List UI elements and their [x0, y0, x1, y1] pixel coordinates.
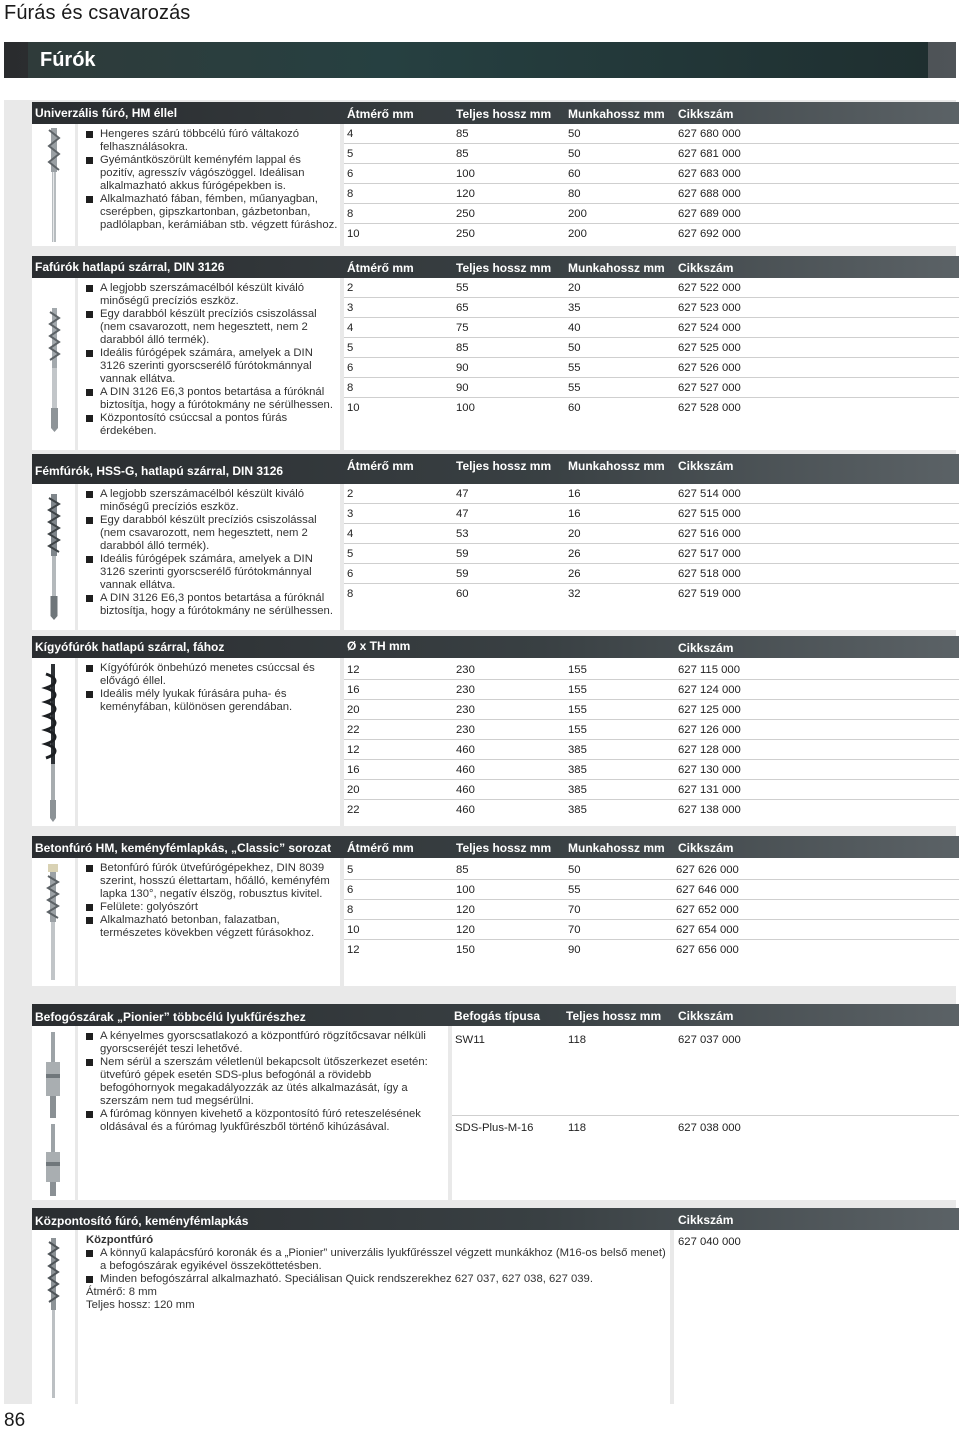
cell-munkahossz: 385 — [568, 804, 587, 816]
cell-teljes-hossz: 460 — [456, 784, 475, 796]
cell-teljes-hossz: 90 — [456, 382, 469, 394]
section-betonfuro — [32, 836, 959, 986]
cell-munkahossz: 35 — [568, 302, 581, 314]
cell-teljes-hossz: 60 — [456, 588, 469, 600]
section-title: Fafúrók hatlapú szárral, DIN 3126 — [35, 260, 225, 274]
product-image — [32, 658, 75, 826]
description — [78, 658, 340, 826]
cell-cikkszam: 627 654 000 — [676, 924, 739, 936]
feature-list — [86, 282, 338, 438]
section-header — [32, 836, 959, 858]
feature-item: A DIN 3126 E6,3 pontos betartása a fúróknál biztosítja, hogy a fúrótokmány ne sérülhessen. — [86, 592, 338, 618]
cell-cikkszam: 627 683 000 — [678, 168, 741, 180]
cell-teljes-hossz: 250 — [456, 228, 475, 240]
table-row — [344, 800, 959, 820]
col-head-munkahossz: Munkahossz mm — [568, 459, 665, 473]
cell-cikkszam: 627 680 000 — [678, 128, 741, 140]
table-row — [344, 900, 959, 920]
col-head-atmero: Átmérő mm — [347, 841, 414, 855]
cell-teljes-hossz: 120 — [456, 924, 475, 936]
cell-atmero: 3 — [347, 508, 354, 520]
cell-cikkszam: 627 515 000 — [678, 508, 741, 520]
cell-cikkszam: 627 528 000 — [678, 402, 741, 414]
table-row — [344, 358, 959, 378]
feature-item: Központosító csúccsal a pontos fúrás érdekében. — [86, 412, 338, 438]
table-row — [344, 660, 959, 680]
feature-item: Kígyófúrók önbehúzó menetes csúccsal és elővágó éllel. — [86, 662, 338, 688]
cell-cikkszam: 627 525 000 — [678, 342, 741, 354]
section-header — [32, 256, 959, 278]
section-befogoszarak — [32, 1004, 959, 1200]
cell-teljes-hossz: 150 — [456, 944, 475, 956]
cell-atmero: 4 — [347, 322, 354, 334]
table-row — [344, 378, 959, 398]
section-kigyofurok — [32, 636, 959, 826]
spec-table — [344, 658, 959, 826]
cell-atmero: 2 — [347, 488, 354, 500]
col-head-atmero: Átmérő mm — [347, 459, 414, 473]
cell-cikkszam: 627 524 000 — [678, 322, 741, 334]
feature-item: Alkalmazható fában, fémben, műanyagban, cserépben, gipszkartonban, gázbetonban, padlólapban, kerámiában stb. végzett fúráshoz. — [86, 193, 338, 232]
cell-munkahossz: 385 — [568, 764, 587, 776]
feature-item: Ideális fúrógépek számára, amelyek a DIN 3126 szerinti gyorscserélő fúrótokmánnyal vannak ellátva. — [86, 553, 338, 592]
cell-munkahossz: 55 — [568, 884, 581, 896]
cell-munkahossz: 40 — [568, 322, 581, 334]
product-image — [32, 1026, 75, 1200]
section-header — [32, 454, 959, 484]
col-head-munkahossz: Munkahossz mm — [568, 261, 665, 275]
cell-teljes-hossz: 230 — [456, 684, 475, 696]
col-head-cikkszam: Cikkszám — [678, 261, 734, 275]
col-head-atmero: Átmérő mm — [347, 261, 414, 275]
description — [78, 1230, 670, 1404]
section-title: Központosító fúró, keményfémlapkás — [35, 1214, 249, 1228]
table-row — [344, 204, 959, 224]
cell-cikkszam: 627 523 000 — [678, 302, 741, 314]
cell-teljes-hossz: 65 — [456, 302, 469, 314]
cell-cikkszam: 627 124 000 — [678, 684, 741, 696]
table-row — [344, 700, 959, 720]
cell-teljes-hossz: 100 — [456, 884, 475, 896]
feature-item: Alkalmazható betonban, falazatban, természetes kövekben végzett fúrásokhoz. — [86, 914, 338, 940]
col-head-befogas-tipusa: Befogás típusa — [454, 1009, 541, 1023]
cell-cikkszam: 627 038 000 — [678, 1122, 741, 1134]
table-row — [344, 164, 959, 184]
spec-table — [344, 278, 959, 450]
cell-teljes-hossz: 53 — [456, 528, 469, 540]
table-row — [344, 860, 959, 880]
cell-teljes-hossz: 85 — [456, 864, 469, 876]
cell-atmero: 2 — [347, 282, 354, 294]
feature-list — [86, 128, 338, 232]
cell-cikkszam: 627 516 000 — [678, 528, 741, 540]
feature-list — [86, 862, 338, 940]
product-image — [32, 1230, 75, 1404]
cell-cikkszam: 627 652 000 — [676, 904, 739, 916]
cell-teljes-hossz: 85 — [456, 148, 469, 160]
cell-teljes-hossz: 100 — [456, 168, 475, 180]
cell-cikkszam: 627 519 000 — [678, 588, 741, 600]
cell-munkahossz: 26 — [568, 548, 581, 560]
cell-munkahossz: 60 — [568, 402, 581, 414]
col-head-atmero: Átmérő mm — [347, 107, 414, 121]
cell-atmero: 22 — [347, 724, 360, 736]
cell-teljes-hossz: 120 — [456, 188, 475, 200]
cell-munkahossz: 155 — [568, 724, 587, 736]
cell-munkahossz: 16 — [568, 508, 581, 520]
cell-cikkszam: 627 681 000 — [678, 148, 741, 160]
cell-atmero: 5 — [347, 864, 354, 876]
col-head-teljes-hossz: Teljes hossz mm — [566, 1009, 662, 1023]
cell-atmero: 12 — [347, 744, 360, 756]
cell-cikkszam: 627 040 000 — [678, 1236, 741, 1248]
cell-atmero: 8 — [347, 382, 354, 394]
section-header — [32, 1004, 959, 1026]
feature-list — [86, 488, 338, 618]
section-kozpontosito-furo — [32, 1208, 959, 1404]
section-univerzalis-furo — [32, 102, 959, 246]
cell-munkahossz: 60 — [568, 168, 581, 180]
col-head-atmero-th: Ø x TH mm — [347, 639, 411, 653]
feature-item: A legjobb szerszámacélból készült kiváló minőségű precíziós eszköz. — [86, 488, 338, 514]
feature-item: Egy darabból készült precíziós csiszolással (nem csavarozott, nem hegesztett, nem 2 darabból álló termék). — [86, 308, 338, 347]
cell-atmero: 12 — [347, 664, 360, 676]
description-block — [86, 1234, 668, 1312]
cell-munkahossz: 32 — [568, 588, 581, 600]
product-image — [32, 858, 75, 986]
table-row — [344, 544, 959, 564]
cell-cikkszam: 627 514 000 — [678, 488, 741, 500]
feature-item: A fúrómag könnyen kivehető a központosító fúró reteszelésének oldásával és a fúrómag lyukfűrészből történő kihúzásával. — [86, 1108, 442, 1134]
spec-table — [344, 858, 959, 986]
cell-cikkszam: 627 527 000 — [678, 382, 741, 394]
drill-bit-icon — [32, 278, 75, 450]
table-row — [344, 524, 959, 544]
cell-teljes-hossz: 460 — [456, 744, 475, 756]
cell-cikkszam: 627 128 000 — [678, 744, 741, 756]
table-row — [344, 780, 959, 800]
cell-atmero: 22 — [347, 804, 360, 816]
product-image — [32, 278, 75, 450]
spec-diameter: Átmérő: 8 mm — [86, 1286, 157, 1298]
table-row — [344, 584, 959, 604]
cell-teljes-hossz: 230 — [456, 724, 475, 736]
table-row — [344, 504, 959, 524]
cell-teljes-hossz: 460 — [456, 804, 475, 816]
cell-munkahossz: 16 — [568, 488, 581, 500]
cell-munkahossz: 155 — [568, 704, 587, 716]
product-heading: Központfúró — [86, 1234, 154, 1246]
cell-atmero: 5 — [347, 548, 354, 560]
cell-atmero: 20 — [347, 784, 360, 796]
cell-atmero: 8 — [347, 904, 354, 916]
cell-cikkszam: 627 517 000 — [678, 548, 741, 560]
cell-cikkszam: 627 518 000 — [678, 568, 741, 580]
section-title: Befogószárak „Pionier” többcélú lyukfűrészhez — [35, 1010, 306, 1024]
drill-bit-icon — [32, 124, 75, 246]
cell-teljes-hossz: 230 — [456, 704, 475, 716]
cell-teljes-hossz: 85 — [456, 342, 469, 354]
cell-munkahossz: 385 — [568, 784, 587, 796]
cell-teljes-hossz: 118 — [568, 1034, 587, 1046]
cell-teljes-hossz: 460 — [456, 764, 475, 776]
description — [78, 124, 340, 246]
cell-munkahossz: 70 — [568, 924, 581, 936]
table-row — [344, 144, 959, 164]
table-row — [344, 940, 959, 960]
section-header — [32, 1208, 959, 1230]
description — [78, 1026, 448, 1200]
cell-befogas-tipusa: SW11 — [455, 1034, 485, 1046]
cell-munkahossz: 50 — [568, 342, 581, 354]
page-banner — [4, 42, 956, 78]
cell-befogas-tipusa: SDS-Plus-M-16 — [455, 1122, 534, 1134]
cell-cikkszam: 627 138 000 — [678, 804, 741, 816]
cell-cikkszam: 627 522 000 — [678, 282, 741, 294]
spec-table — [452, 1026, 959, 1200]
feature-item: A DIN 3126 E6,3 pontos betartása a fúróknál biztosítja, hogy a fúrótokmány ne sérülhessen. — [86, 386, 338, 412]
cell-teljes-hossz: 118 — [568, 1122, 587, 1134]
table-row — [344, 880, 959, 900]
cell-atmero: 16 — [347, 764, 360, 776]
feature-item: Hengeres szárú többcélú fúró váltakozó felhasználásokra. — [86, 128, 338, 154]
table-row — [344, 338, 959, 358]
feature-list — [86, 662, 338, 714]
feature-item: Ideális fúrógépek számára, amelyek a DIN 3126 szerinti gyorscserélő fúrótokmánnyal vannak ellátva. — [86, 347, 338, 386]
product-image — [32, 484, 75, 630]
table-row — [344, 318, 959, 338]
cell-munkahossz: 20 — [568, 282, 581, 294]
cell-teljes-hossz: 230 — [456, 664, 475, 676]
cell-munkahossz: 80 — [568, 188, 581, 200]
cell-atmero: 20 — [347, 704, 360, 716]
cell-atmero: 10 — [347, 228, 360, 240]
cell-atmero: 4 — [347, 128, 354, 140]
cell-teljes-hossz: 47 — [456, 488, 469, 500]
page-title: Fúrás és csavarozás — [4, 2, 191, 24]
feature-item: A legjobb szerszámacélból készült kiváló minőségű precíziós eszköz. — [86, 282, 338, 308]
col-head-cikkszam: Cikkszám — [678, 1009, 734, 1023]
cell-teljes-hossz: 100 — [456, 402, 475, 414]
description — [78, 858, 340, 986]
table-row — [452, 1118, 959, 1158]
table-row — [344, 680, 959, 700]
cell-munkahossz: 20 — [568, 528, 581, 540]
cell-cikkszam: 627 626 000 — [676, 864, 739, 876]
cell-atmero: 12 — [347, 944, 360, 956]
cell-teljes-hossz: 75 — [456, 322, 469, 334]
cell-atmero: 8 — [347, 588, 354, 600]
cell-munkahossz: 50 — [568, 864, 581, 876]
spec-table — [674, 1230, 959, 1404]
cell-cikkszam: 627 126 000 — [678, 724, 741, 736]
feature-item: Ideális mély lyukak fúrására puha- és keményfában, különösen gerendában. — [86, 688, 338, 714]
cell-atmero: 8 — [347, 188, 354, 200]
banner-band — [28, 42, 928, 78]
cell-munkahossz: 26 — [568, 568, 581, 580]
cell-atmero: 6 — [347, 362, 354, 374]
section-title: Kígyófúrók hatlapú szárral, fához — [35, 640, 225, 654]
description — [78, 484, 340, 630]
cell-cikkszam: 627 689 000 — [678, 208, 741, 220]
feature-item: Minden befogószárral alkalmazható. Speciálisan Quick rendszerekhez 627 037, 627 038, 627 039. — [86, 1273, 668, 1286]
drill-bit-icon — [32, 658, 75, 826]
banner-title: Fúrók — [40, 49, 96, 71]
table-row — [344, 564, 959, 584]
table-row — [344, 184, 959, 204]
spec-total-length: Teljes hossz: 120 mm — [86, 1299, 195, 1311]
cell-atmero: 10 — [347, 402, 360, 414]
table-row — [344, 278, 959, 298]
cell-munkahossz: 70 — [568, 904, 581, 916]
cell-atmero: 3 — [347, 302, 354, 314]
cell-atmero: 4 — [347, 528, 354, 540]
cell-cikkszam: 627 646 000 — [676, 884, 739, 896]
table-row — [344, 720, 959, 740]
cell-atmero: 6 — [347, 568, 354, 580]
product-image — [32, 124, 75, 246]
description — [78, 278, 340, 450]
cell-cikkszam: 627 131 000 — [678, 784, 741, 796]
cell-atmero: 5 — [347, 342, 354, 354]
page-number: 86 — [4, 1410, 26, 1429]
cell-atmero: 8 — [347, 208, 354, 220]
section-femfurok — [32, 454, 959, 630]
section-fafurok — [32, 256, 959, 450]
cell-munkahossz: 200 — [568, 228, 587, 240]
section-title: Fémfúrók, HSS-G, hatlapú szárral, DIN 3126 — [35, 464, 284, 478]
feature-list — [86, 1030, 442, 1134]
cell-munkahossz: 385 — [568, 744, 587, 756]
cell-teljes-hossz: 59 — [456, 548, 469, 560]
cell-cikkszam: 627 037 000 — [678, 1034, 741, 1046]
shank-adapter-icon — [32, 1026, 75, 1200]
col-head-cikkszam: Cikkszám — [678, 1213, 734, 1227]
cell-teljes-hossz: 120 — [456, 904, 475, 916]
cell-cikkszam: 627 656 000 — [676, 944, 739, 956]
drill-bit-icon — [32, 484, 75, 630]
feature-item: Betonfúró fúrók ütvefúrógépekhez, DIN 8039 szerint, hosszú élettartam, hőálló, keményfém lapka 130°, negatív élszög, robusztus kivitel. — [86, 862, 338, 901]
cell-cikkszam: 627 692 000 — [678, 228, 741, 240]
cell-atmero: 6 — [347, 168, 354, 180]
spec-table — [344, 484, 959, 630]
cell-teljes-hossz: 250 — [456, 208, 475, 220]
col-head-cikkszam: Cikkszám — [678, 841, 734, 855]
section-title: Univerzális fúró, HM éllel — [35, 106, 178, 120]
table-row — [452, 1030, 959, 1116]
table-row — [344, 740, 959, 760]
cell-teljes-hossz: 47 — [456, 508, 469, 520]
cell-teljes-hossz: 90 — [456, 362, 469, 374]
spec-table — [344, 124, 959, 246]
section-header — [32, 636, 959, 658]
feature-item: Felülete: golyószórt — [86, 901, 338, 914]
cell-teljes-hossz: 55 — [456, 282, 469, 294]
table-row — [344, 298, 959, 318]
cell-cikkszam: 627 125 000 — [678, 704, 741, 716]
drill-bit-icon — [32, 858, 75, 986]
cell-munkahossz: 200 — [568, 208, 587, 220]
col-head-cikkszam: Cikkszám — [678, 107, 734, 121]
cell-atmero: 5 — [347, 148, 354, 160]
cell-munkahossz: 155 — [568, 684, 587, 696]
col-head-munkahossz: Munkahossz mm — [568, 107, 665, 121]
table-row — [344, 760, 959, 780]
col-head-teljes-hossz: Teljes hossz mm — [456, 107, 552, 121]
cell-munkahossz: 55 — [568, 362, 581, 374]
center-drill-icon — [32, 1230, 75, 1404]
cell-munkahossz: 90 — [568, 944, 581, 956]
section-title: Betonfúró HM, keményfémlapkás, „Classic” sorozat — [35, 841, 332, 855]
col-head-cikkszam: Cikkszám — [678, 641, 734, 655]
feature-item: Gyémántköszörült keményfém lappal és pozitív, agresszív vágószöggel. Ideálisan alkalmazható akkus fúrógépekben is. — [86, 154, 338, 193]
cell-cikkszam: 627 688 000 — [678, 188, 741, 200]
cell-munkahossz: 50 — [568, 128, 581, 140]
col-head-teljes-hossz: Teljes hossz mm — [456, 261, 552, 275]
feature-item: A kényelmes gyorscsatlakozó a központfúró rögzítőcsavar nélküli gyorscseréjét teszi lehetővé. — [86, 1030, 442, 1056]
table-row — [344, 398, 959, 418]
cell-munkahossz: 55 — [568, 382, 581, 394]
feature-item: Egy darabból készült precíziós csiszolással (nem csavarozott, nem hegesztett, nem 2 darabból álló termék). — [86, 514, 338, 553]
cell-cikkszam: 627 115 000 — [678, 664, 740, 676]
section-header — [32, 102, 959, 124]
cell-teljes-hossz: 85 — [456, 128, 469, 140]
cell-cikkszam: 627 130 000 — [678, 764, 741, 776]
col-head-cikkszam: Cikkszám — [678, 459, 734, 473]
cell-atmero: 16 — [347, 684, 360, 696]
cell-munkahossz: 155 — [568, 664, 587, 676]
table-row — [344, 124, 959, 144]
col-head-munkahossz: Munkahossz mm — [568, 841, 665, 855]
table-row — [674, 1232, 959, 1252]
col-head-teljes-hossz: Teljes hossz mm — [456, 459, 552, 473]
table-row — [344, 224, 959, 244]
cell-teljes-hossz: 59 — [456, 568, 469, 580]
col-head-teljes-hossz: Teljes hossz mm — [456, 841, 552, 855]
cell-cikkszam: 627 526 000 — [678, 362, 741, 374]
feature-item: Nem sérül a szerszám véletlenül bekapcsolt ütőszerkezet esetén: ütvefúró gépek esetén SDS-plus befogónál a rövidebb befogóhornyok megakadályozzák az ütés alkalmazását, így a szerszám nem tud megsérülni. — [86, 1056, 442, 1108]
cell-atmero: 10 — [347, 924, 360, 936]
table-row — [344, 484, 959, 504]
table-row — [344, 920, 959, 940]
cell-atmero: 6 — [347, 884, 354, 896]
feature-item: A könnyű kalapácsfúró koronák és a „Pionier” univerzális lyukfűrésszel végzett munkákhoz (M16-os belső menet) a befogószárak egyikével összeköttetésben. — [86, 1247, 668, 1273]
cell-munkahossz: 50 — [568, 148, 581, 160]
